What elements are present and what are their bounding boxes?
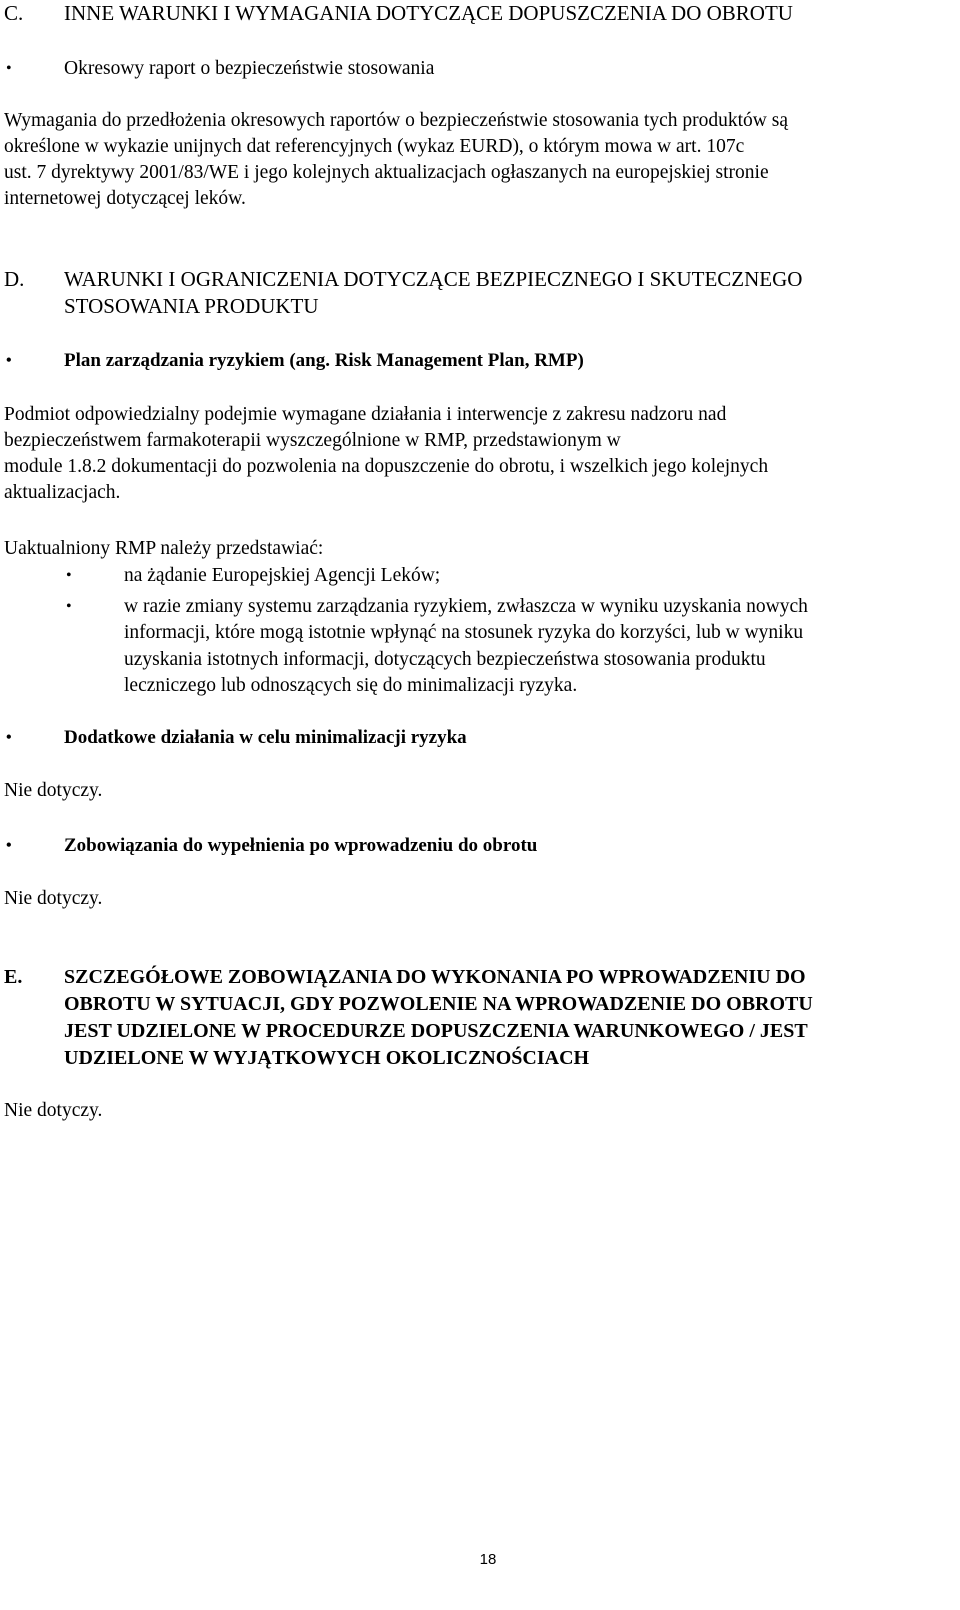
list-item-line: uzyskania istotnych informacji, dotyczących bezpieczeństwa stosowania produktu [124,648,766,670]
section-e-title-line: UDZIELONE W WYJĄTKOWYCH OKOLICZNOŚCIACH [64,1047,590,1069]
list-item-line: w razie zmiany systemu zarządzania ryzykiem, zwłaszcza w wyniku uzyskania nowych [124,595,808,617]
additional-measures-label: Dodatkowe działania w celu minimalizacji ryzyka [64,727,467,748]
document-page [4,0,952,1610]
post-auth-obligations-text: Nie dotyczy. [4,888,103,909]
section-e-heading [4,964,952,1072]
bullet-icon: • [66,597,72,615]
section-d-title-line: WARUNKI I OGRANICZENIA DOTYCZĄCE BEZPIECZNEGO I SKUTECZNEGO [64,267,803,291]
section-e-title [64,964,952,1072]
paragraph-line: internetowej dotyczącej leków. [4,188,246,209]
paragraph-line: Podmiot odpowiedzialny podejmie wymagane działania i interwencje z zakresu nadzoru nad [4,404,727,425]
post-auth-obligations-label: Zobowiązania do wypełnienia po wprowadzeniu do obrotu [64,835,538,856]
paragraph-line: określone w wykazie unijnych dat referencyjnych (wykaz EURD), o którym mowa w art. 107c [4,136,745,157]
bullet-icon: • [6,837,12,854]
psur-bullet-label: Okresowy raport o bezpieczeństwie stosowania [64,58,435,79]
list-item [4,563,952,590]
list-item [4,594,952,700]
bullet-icon: • [6,352,12,369]
bullet-icon: • [66,567,72,584]
rmp-update-intro: Uaktualniony RMP należy przedstawiać: [4,538,324,559]
psur-paragraph [4,108,952,212]
section-d-letter: D. [4,267,25,291]
list-item-line: na żądanie Europejskiej Agencji Leków; [124,565,441,586]
section-d-title-line: STOSOWANIA PRODUKTU [64,294,319,318]
paragraph-line: aktualizacjach. [4,482,121,503]
paragraph-line: Wymagania do przedłożenia okresowych raportów o bezpieczeństwie stosowania tych produktów są [4,110,788,131]
list-item-line: informacji, które mogą istotnie wpłynąć na stosunek ryzyka do korzyści, lub w wyniku [124,622,804,643]
rmp-bullet [4,348,952,374]
section-d-heading [4,266,952,320]
paragraph-line: ust. 7 dyrektywy 2001/83/WE i jego kolejnych aktualizacjach ogłaszanych na europejskiej stronie [4,162,769,183]
additional-measures-bullet [4,725,952,751]
section-e-title-line: OBROTU W SYTUACJI, GDY POZWOLENIE NA WPROWADZENIE DO OBROTU [64,993,813,1015]
section-e-letter: E. [4,966,23,988]
section-c-letter: C. [4,1,24,25]
rmp-paragraph [4,402,952,506]
psur-bullet [4,56,952,82]
list-item-line: leczniczego lub odnoszących się do minimalizacji ryzyka. [124,675,578,696]
section-e-title-line: SZCZEGÓŁOWE ZOBOWIĄZANIA DO WYKONANIA PO WPROWADZENIU DO [64,966,806,988]
paragraph-line: module 1.8.2 dokumentacji do pozwolenia na dopuszczenie do obrotu, i wszelkich jego kolejnych [4,456,769,477]
bullet-icon: • [6,60,12,77]
section-d-title [64,266,952,320]
paragraph-line: bezpieczeństwem farmakoterapii wyszczególnione w RMP, przedstawionym w [4,430,621,451]
additional-measures-text: Nie dotyczy. [4,780,103,801]
section-c-title: INNE WARUNKI I WYMAGANIA DOTYCZĄCE DOPUSZCZENIA DO OBROTU [64,1,793,25]
section-c-heading [4,0,952,27]
bullet-icon: • [6,729,12,746]
rmp-bullet-label: Plan zarządzania ryzykiem (ang. Risk Management Plan, RMP) [64,350,584,371]
page-number: 18 [479,1551,497,1568]
section-e-title-line: JEST UDZIELONE W PROCEDURZE DOPUSZCZENIA WARUNKOWEGO / JEST [64,1020,808,1042]
post-auth-obligations-bullet [4,833,952,859]
section-e-text: Nie dotyczy. [4,1100,103,1121]
rmp-update-list [4,563,952,704]
